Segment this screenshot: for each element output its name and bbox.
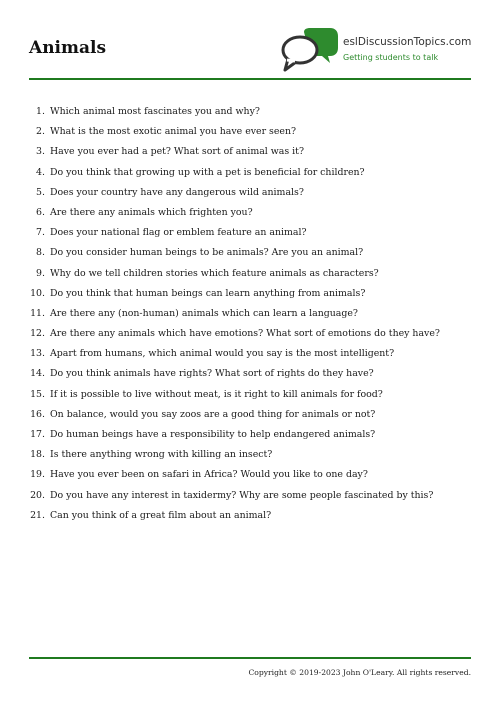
list-item <box>29 227 479 247</box>
list-item <box>29 368 479 388</box>
question-number: 21. <box>30 509 45 521</box>
question-text: Are there any animals which frighten you? <box>50 206 253 218</box>
list-item <box>29 429 479 449</box>
question-text: Do you think that human beings can learn anything from animals? <box>50 287 366 299</box>
list-item <box>29 126 479 146</box>
question-text: Does your country have any dangerous wild animals? <box>50 186 304 198</box>
list-item <box>29 146 479 166</box>
question-text: Do you think that growing up with a pet is beneficial for children? <box>50 166 365 178</box>
logo-brand-text: eslDiscussionTopics.com <box>343 36 472 48</box>
speech-bubbles-icon <box>280 28 342 74</box>
question-number: 8. <box>36 247 45 259</box>
question-number: 12. <box>30 328 45 340</box>
list-item <box>29 288 479 308</box>
list-item <box>29 449 479 469</box>
question-number: 13. <box>30 348 45 360</box>
list-item <box>29 490 479 510</box>
question-text: On balance, would you say zoos are a good thing for animals or not? <box>50 408 376 420</box>
question-text: Do human beings have a responsibility to help endangered animals? <box>50 429 376 440</box>
question-text: Can you think of a great film about an animal? <box>50 509 272 521</box>
question-number: 17. <box>30 429 45 440</box>
question-number: 20. <box>30 489 45 501</box>
list-item <box>29 409 479 429</box>
question-number: 1. <box>36 106 45 117</box>
question-number: 18. <box>30 449 45 461</box>
copyright-notice: Copyright © 2019-2023 John O'Leary. All rights reserved. <box>248 668 471 677</box>
question-text: Is there anything wrong with killing an insect? <box>50 449 273 461</box>
question-number: 7. <box>36 227 45 239</box>
question-number: 9. <box>36 267 45 279</box>
footer-divider <box>29 657 471 659</box>
question-number: 3. <box>36 146 45 158</box>
question-text: Are there any animals which have emotions? What sort of emotions do they have? <box>50 328 440 340</box>
question-number: 11. <box>30 307 45 319</box>
question-text: Do you have any interest in taxidermy? Why are some people fascinated by this? <box>50 489 434 501</box>
list-item <box>29 207 479 227</box>
page-title: Animals <box>29 38 107 58</box>
question-text: Are there any (non-human) animals which can learn a language? <box>50 307 358 319</box>
header-divider <box>29 78 471 80</box>
question-number: 16. <box>30 408 45 420</box>
list-item <box>29 187 479 207</box>
question-text: If it is possible to live without meat, is it right to kill animals for food? <box>50 388 383 400</box>
question-text: What is the most exotic animal you have ever seen? <box>50 126 297 138</box>
question-text: Do you think animals have rights? What sort of rights do they have? <box>50 368 374 380</box>
list-item <box>29 328 479 348</box>
question-text: Apart from humans, which animal would you say is the most intelligent? <box>50 348 395 360</box>
question-number: 15. <box>30 388 45 400</box>
list-item <box>29 167 479 187</box>
site-logo[interactable] <box>280 28 480 74</box>
list-item <box>29 469 479 489</box>
question-list <box>29 106 479 530</box>
list-item <box>29 106 479 126</box>
question-number: 6. <box>36 206 45 218</box>
list-item <box>29 510 479 530</box>
question-number: 14. <box>30 368 45 380</box>
logo-tagline: Getting students to talk <box>343 53 439 62</box>
question-text: Have you ever had a pet? What sort of animal was it? <box>50 146 304 158</box>
list-item <box>29 268 479 288</box>
question-text: Why do we tell children stories which feature animals as characters? <box>50 267 379 279</box>
question-text: Which animal most fascinates you and why? <box>50 106 260 117</box>
question-number: 19. <box>30 469 45 481</box>
question-number: 2. <box>36 126 45 138</box>
question-text: Do you consider human beings to be animals? Are you an animal? <box>50 247 364 259</box>
question-text: Have you ever been on safari in Africa? Would you like to one day? <box>50 469 368 481</box>
question-number: 10. <box>30 287 45 299</box>
question-number: 5. <box>36 186 45 198</box>
list-item <box>29 348 479 368</box>
question-number: 4. <box>36 166 45 178</box>
list-item <box>29 247 479 267</box>
list-item <box>29 308 479 328</box>
list-item <box>29 389 479 409</box>
question-text: Does your national flag or emblem feature an animal? <box>50 227 307 239</box>
